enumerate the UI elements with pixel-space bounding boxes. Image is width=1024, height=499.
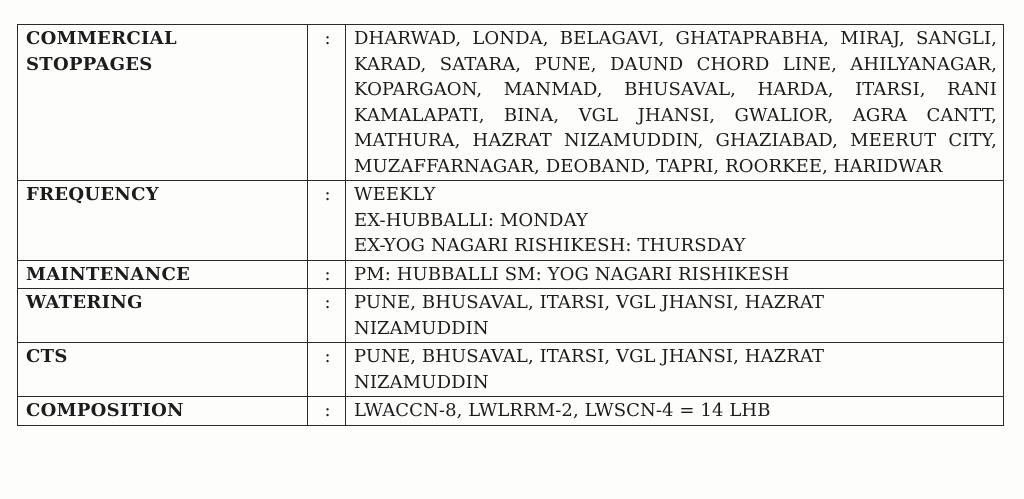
row-label-line: STOPPAGES [26, 53, 153, 75]
row-separator: : [308, 260, 346, 289]
row-label: FREQUENCY [18, 181, 308, 261]
row-value [346, 343, 1004, 397]
row-value [346, 289, 1004, 343]
value-line: PUNE, BHUSAVAL, ITARSI, VGL JHANSI, HAZRAT [354, 346, 825, 367]
row-label: CTS [18, 343, 308, 397]
row-separator: : [308, 289, 346, 343]
row-value: LWACCN-8, LWLRRM-2, LWSCN-4 = 14 LHB [346, 397, 1004, 426]
row-value: PM: HUBBALLI SM: YOG NAGARI RISHIKESH [346, 260, 1004, 289]
value-line: EX-HUBBALLI: MONDAY [354, 209, 588, 231]
value-line: EX-YOG NAGARI RISHIKESH: THURSDAY [354, 235, 746, 256]
table-row-cts [18, 343, 1004, 397]
row-separator: : [308, 343, 346, 397]
table-row-frequency [18, 181, 1004, 261]
row-label: MAINTENANCE [18, 260, 308, 289]
table-row-composition [18, 397, 1004, 426]
value-line: PUNE, BHUSAVAL, ITARSI, VGL JHANSI, HAZRAT [354, 292, 825, 313]
row-label-line: COMMERCIAL [26, 28, 177, 49]
row-value: DHARWAD, LONDA, BELAGAVI, GHATAPRABHA, MIRAJ, SANGLI, KARAD, SATARA, PUNE, DAUND CHORD LINE, AHILYANAGAR, KOPARGAON, MANMAD, BHUSAVAL, HARDA, ITARSI, RANI KAMALAPATI, BINA, VGL JHANSI, GWALIOR, AGRA CANTT, MATHURA, HAZRAT NIZAMUDDIN, GHAZIABAD, MEERUT CITY, MUZAFFARNAGAR, DEOBAND, TAPRI, ROORKEE, HARIDWAR [346, 25, 1004, 181]
row-separator: : [308, 181, 346, 261]
train-details-table [17, 24, 1004, 426]
value-line: NIZAMUDDIN [354, 371, 489, 393]
row-separator: : [308, 397, 346, 426]
table-row-watering [18, 289, 1004, 343]
value-line: NIZAMUDDIN [354, 317, 489, 339]
value-line: WEEKLY [354, 184, 436, 205]
row-label [18, 25, 308, 181]
table-row-maintenance [18, 260, 1004, 289]
row-value [346, 181, 1004, 261]
row-separator: : [308, 25, 346, 181]
row-label: COMPOSITION [18, 397, 308, 426]
table-row-commercial-stoppages [18, 25, 1004, 181]
row-label: WATERING [18, 289, 308, 343]
